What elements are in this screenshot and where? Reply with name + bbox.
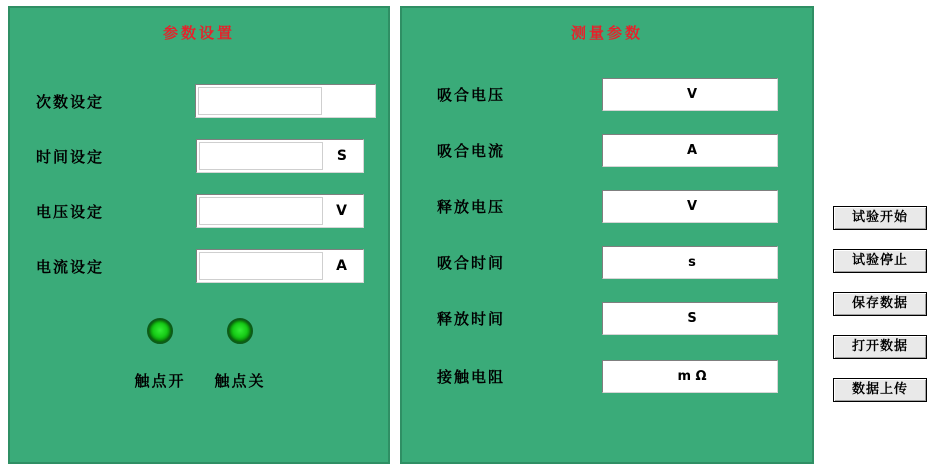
measure-unit-pickup-voltage: V: [686, 87, 698, 102]
measure-unit-pickup-time: s: [688, 255, 696, 270]
measure-row-pickup-current: [437, 134, 807, 167]
settings-row-count: [36, 84, 376, 118]
measure-label-pickup-time: 吸合时间: [437, 254, 506, 272]
measure-value-pickup-current: [602, 134, 778, 167]
indicator-contact-open-label: 触点开: [134, 372, 186, 390]
settings-label-count: 次数设定: [36, 92, 105, 111]
settings-input-time[interactable]: [196, 139, 364, 173]
start-test-button[interactable]: 试验开始: [833, 206, 927, 230]
indicator-contact-closed: [208, 318, 272, 391]
measure-row-release-voltage: [437, 190, 807, 223]
indicator-contact-closed-label: 触点关: [214, 372, 266, 390]
measure-label-release-voltage: 释放电压: [437, 198, 506, 216]
measure-label-pickup-voltage: 吸合电压: [437, 86, 506, 104]
measure-row-pickup-time: [437, 246, 807, 279]
save-data-button[interactable]: 保存数据: [833, 292, 927, 316]
settings-input-current-inner[interactable]: [199, 252, 323, 280]
settings-row-current: [36, 249, 376, 283]
settings-row-voltage: [36, 194, 376, 228]
settings-panel-title: 参数设置: [162, 24, 235, 42]
upload-data-button[interactable]: 数据上传: [833, 378, 927, 402]
indicator-contact-open: [128, 318, 192, 391]
settings-label-time: 时间设定: [36, 147, 105, 166]
settings-input-time-inner[interactable]: [199, 142, 323, 170]
stop-test-button[interactable]: 试验停止: [833, 249, 927, 273]
measure-label-release-time: 释放时间: [437, 310, 506, 328]
settings-input-count[interactable]: [195, 84, 376, 118]
measure-value-contact-resistance: [602, 360, 778, 393]
measure-label-contact-resistance: 接触电阻: [437, 368, 506, 386]
settings-label-current: 电流设定: [36, 257, 105, 276]
measure-value-release-time: [602, 302, 778, 335]
measure-unit-release-voltage: V: [686, 199, 698, 214]
settings-input-count-inner[interactable]: [198, 87, 322, 115]
measure-row-release-time: [437, 302, 807, 335]
settings-unit-voltage: V: [336, 203, 347, 219]
measure-unit-pickup-current: A: [686, 143, 698, 158]
measure-value-pickup-voltage: [602, 78, 778, 111]
settings-panel: [8, 6, 390, 464]
measure-row-pickup-voltage: [437, 78, 807, 111]
settings-unit-current: A: [336, 258, 347, 274]
settings-input-voltage-inner[interactable]: [199, 197, 323, 225]
settings-label-voltage: 电压设定: [36, 202, 105, 221]
measure-value-release-voltage: [602, 190, 778, 223]
lamp-icon: [147, 318, 173, 344]
measure-unit-release-time: S: [687, 311, 697, 326]
settings-unit-time: S: [336, 148, 347, 164]
settings-input-current[interactable]: [196, 249, 364, 283]
measure-label-pickup-current: 吸合电流: [437, 142, 506, 160]
settings-row-time: [36, 139, 376, 173]
action-button-bar: [833, 206, 929, 402]
settings-input-voltage[interactable]: [196, 194, 364, 228]
open-data-button[interactable]: 打开数据: [833, 335, 927, 359]
measurement-panel: [400, 6, 814, 464]
measure-row-contact-resistance: [437, 360, 807, 393]
measure-value-pickup-time: [602, 246, 778, 279]
measure-unit-contact-resistance: m Ω: [677, 369, 707, 384]
lamp-icon: [227, 318, 253, 344]
measurement-panel-title: 测量参数: [570, 24, 643, 42]
